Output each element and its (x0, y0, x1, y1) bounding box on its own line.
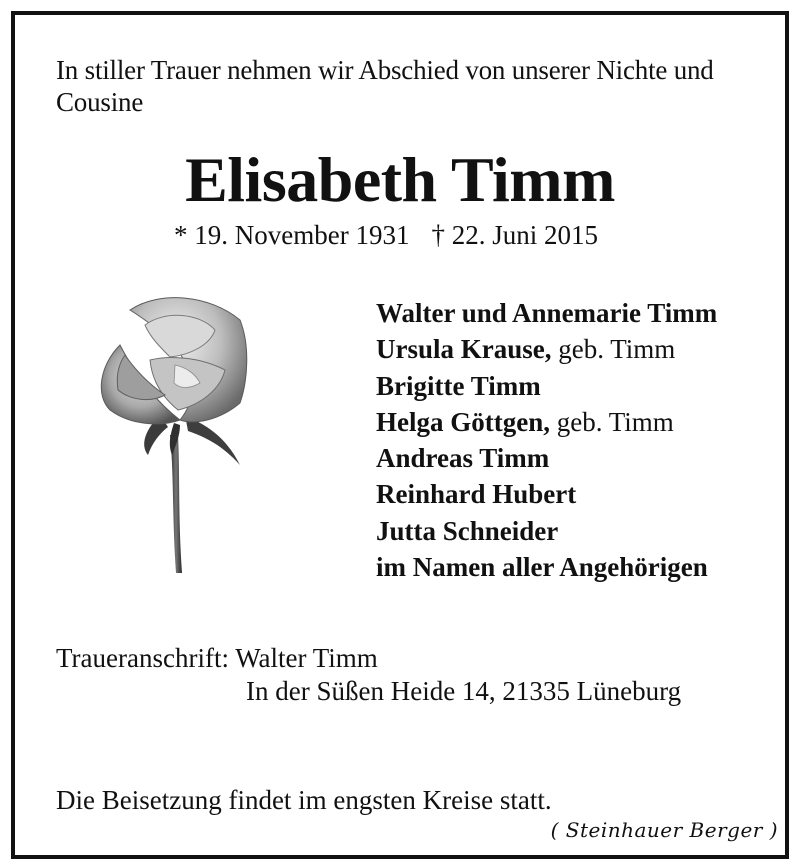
mourner-name: Walter und Annemarie Timm (376, 298, 718, 328)
mourner-row (376, 404, 717, 440)
mourner-name: Ursula Krause, (376, 334, 552, 365)
mourning-address-line1: Traueranschrift: Walter Timm (56, 643, 378, 673)
designer-signature: ( Steinhauer Berger ) (550, 818, 778, 842)
mourner-name: Helga Göttgen, (376, 406, 550, 437)
mourner-name: Reinhard Hubert (376, 479, 577, 510)
death-date: † 22. Juni 2015 (431, 220, 598, 250)
birth-date: * 19. November 1931 (174, 220, 410, 250)
mourner-suffix: geb. Timm (549, 406, 674, 437)
rose-illustration (90, 285, 260, 580)
mourner-row (376, 295, 717, 331)
mourner-row (376, 513, 717, 549)
mourner-row (376, 368, 717, 404)
mourner-name: Andreas Timm (376, 443, 550, 474)
life-dates (174, 218, 598, 252)
mourner-row (376, 331, 717, 367)
mourner-name: Jutta Schneider (376, 515, 559, 546)
mourner-row (376, 549, 717, 585)
mourners-list (376, 295, 717, 585)
deceased-name: Elisabeth Timm (185, 144, 615, 215)
funeral-note: Die Beisetzung findet im engsten Kreise statt. (56, 785, 552, 815)
mourning-address-line2: In der Süßen Heide 14, 21335 Lüneburg (246, 676, 682, 706)
mourner-row (376, 476, 717, 512)
mourner-suffix: geb. Timm (551, 334, 676, 365)
intro-text: In stiller Trauer nehmen wir Abschied von unserer Nichte und Cousine (56, 55, 714, 117)
mourner-name: Brigitte Timm (376, 370, 541, 401)
mourner-row (376, 440, 717, 476)
mourner-name: im Namen aller Angehörigen (376, 552, 708, 583)
